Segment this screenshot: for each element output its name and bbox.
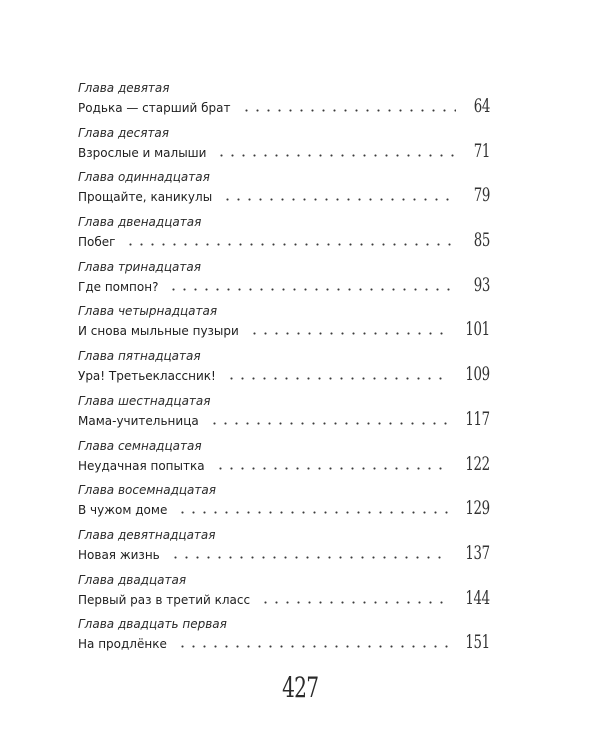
folio-page-number: [0, 672, 600, 704]
dot-leader: [168, 288, 456, 291]
chapter-label: Глава пятнадцатая: [78, 349, 201, 364]
chapter-label: Глава девятнадцатая: [78, 527, 216, 542]
chapter-title: На продлёнке: [78, 637, 167, 652]
dot-leader: [249, 332, 449, 335]
page-number: 71: [473, 139, 490, 162]
page-number: 137: [465, 541, 490, 564]
dot-leader: [226, 377, 449, 380]
toc-entry: [78, 572, 490, 617]
chapter-label: Глава одиннадцатая: [78, 170, 210, 185]
page-number: 79: [473, 184, 490, 207]
page-number: 93: [473, 273, 490, 296]
dot-leader: [222, 198, 456, 201]
dot-leader: [125, 243, 456, 246]
toc-entry: [78, 482, 490, 527]
chapter-label: Глава двадцатая: [78, 572, 187, 587]
dot-leader: [177, 511, 449, 514]
dot-leader: [177, 645, 449, 648]
entry-line: [78, 184, 490, 206]
chapter-label: Глава девятая: [78, 81, 170, 95]
toc-entry: [78, 80, 490, 125]
dot-leader: [209, 422, 450, 425]
toc-entry: [78, 527, 490, 572]
chapter-title: Где помпон?: [78, 279, 159, 294]
page-number: 64: [473, 95, 490, 117]
page-number: 109: [465, 363, 490, 386]
chapter-title: Новая жизнь: [78, 547, 160, 562]
chapter-label: Глава восемнадцатая: [78, 483, 216, 498]
chapter-label: Глава четырнадцатая: [78, 304, 218, 319]
toc-entry: [78, 348, 490, 393]
chapter-title: Взрослые и малыши: [78, 145, 207, 160]
folio-text: 427: [281, 671, 319, 704]
entry-line: [78, 318, 490, 340]
chapter-label: Глава шестнадцатая: [78, 393, 211, 408]
chapter-title: Первый раз в третий класс: [78, 592, 251, 607]
page-number: 117: [465, 407, 490, 430]
toc-entry: [78, 169, 490, 214]
chapter-title: И снова мыльные пузыри: [78, 324, 239, 339]
page-number: 122: [465, 452, 490, 475]
chapter-label: Глава десятая: [78, 125, 170, 140]
chapter-label: Глава двадцать первая: [78, 617, 227, 632]
entry-line: [78, 631, 490, 653]
chapter-title: Ура! Третьеклассник!: [78, 369, 216, 384]
chapter-title: Родька — старший брат: [78, 101, 231, 115]
entry-line: [78, 408, 490, 430]
toc-entry: [78, 214, 490, 259]
page-number: 101: [465, 318, 490, 341]
chapter-title: Побег: [78, 235, 116, 250]
dot-leader: [170, 556, 450, 559]
toc-entry: [78, 616, 490, 661]
entry-line: [78, 274, 490, 296]
chapter-label: Глава семнадцатая: [78, 438, 202, 453]
dot-leader: [216, 154, 456, 157]
page-number: 151: [465, 631, 490, 654]
dot-leader: [260, 601, 449, 604]
chapter-label: Глава тринадцатая: [78, 259, 201, 274]
chapter-title: Неудачная попытка: [78, 458, 205, 473]
entry-line: [78, 229, 490, 251]
chapter-title: Мама-учительница: [78, 413, 199, 428]
entry-line: [78, 140, 490, 162]
toc-entry: [78, 438, 490, 483]
page-number: 129: [465, 497, 490, 520]
page-number: 85: [473, 229, 490, 252]
toc-entry: [78, 393, 490, 438]
chapter-title: Прощайте, каникулы: [78, 190, 213, 205]
toc-entry: [78, 125, 490, 170]
toc-entry: [78, 259, 490, 304]
entry-line: [78, 95, 490, 117]
toc-entry: [78, 303, 490, 348]
entry-line: [78, 453, 490, 475]
dot-leader: [215, 467, 450, 470]
table-of-contents: [78, 80, 490, 661]
chapter-title: В чужом доме: [78, 503, 168, 518]
entry-line: [78, 542, 490, 564]
dot-leader: [241, 109, 457, 112]
page-number: 144: [465, 586, 490, 609]
entry-line: [78, 587, 490, 609]
chapter-label: Глава двенадцатая: [78, 215, 202, 230]
entry-line: [78, 363, 490, 385]
entry-line: [78, 497, 490, 519]
